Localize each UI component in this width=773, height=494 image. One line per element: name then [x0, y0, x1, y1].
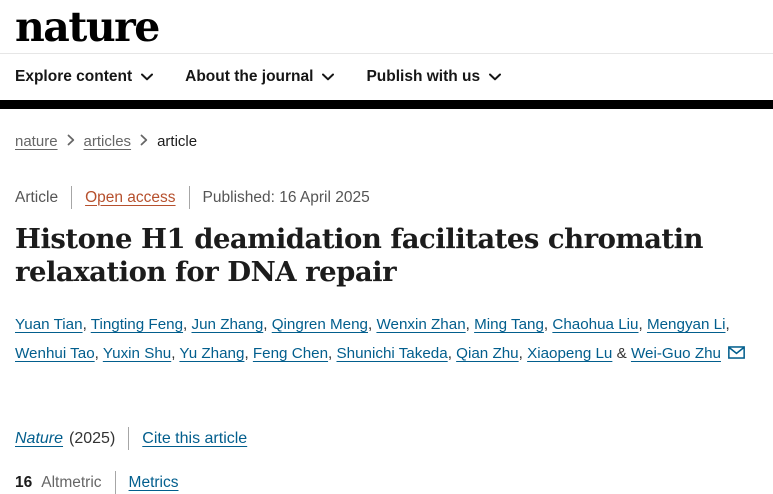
altmetric-count: 16 [15, 473, 33, 491]
altmetric-label: Altmetric [41, 473, 102, 491]
journal-link[interactable]: Nature [15, 429, 64, 447]
author-separator: , [367, 316, 377, 333]
chevron-right-icon [140, 133, 148, 150]
altmetric-row [15, 471, 758, 494]
breadcrumb-nature[interactable]: nature [15, 133, 58, 150]
journal-year: (2025) [69, 429, 116, 447]
vertical-divider [189, 186, 190, 209]
chevron-right-icon [67, 133, 75, 150]
chevron-down-icon [141, 68, 153, 86]
nature-logo[interactable]: nature [15, 3, 159, 51]
author-separator: , [638, 316, 647, 333]
author-separator: , [183, 316, 192, 333]
author-link[interactable]: Yuan Tian [15, 316, 83, 333]
header-divider-bar [0, 100, 773, 109]
author-list [15, 310, 758, 369]
vertical-divider [115, 471, 116, 494]
author-link[interactable]: Wenhui Tao [15, 345, 95, 363]
logo-row [0, 0, 773, 54]
author-link[interactable]: Shunichi Takeda [336, 345, 448, 363]
vertical-divider [71, 186, 72, 209]
author-separator: , [447, 345, 457, 363]
site-header [0, 0, 773, 109]
author-separator: , [244, 345, 253, 363]
author-link[interactable]: Yuxin Shu [102, 345, 172, 363]
author-separator: , [263, 316, 272, 333]
author-separator: , [94, 345, 103, 363]
cite-this-article-link[interactable]: Cite this article [142, 429, 248, 447]
article-meta-row [15, 186, 758, 209]
author-separator: & [612, 345, 631, 363]
journal-citation-row [15, 427, 758, 450]
article-title: Histone H1 deamidation facilitates chromatin relaxation for DNA repair [15, 223, 704, 288]
main-nav [0, 54, 773, 100]
author-link[interactable]: Wenxin Zhan [376, 316, 466, 333]
nav-explore-content[interactable] [15, 68, 153, 86]
vertical-divider [128, 427, 129, 450]
nav-about-the-journal[interactable] [185, 68, 334, 86]
author-separator: , [725, 316, 730, 333]
chevron-down-icon [322, 68, 334, 86]
metrics-link[interactable]: Metrics [128, 473, 179, 491]
author-separator: , [465, 316, 475, 333]
nav-publish-with-us[interactable] [366, 68, 501, 86]
author-link[interactable]: Qingren Meng [271, 316, 368, 333]
author-link[interactable]: Feng Chen [252, 345, 329, 363]
author-link[interactable]: Mengyan Li [646, 316, 726, 333]
breadcrumb-articles[interactable]: articles [83, 133, 132, 150]
nav-publish-with-us-label: Publish with us [366, 68, 481, 85]
author-separator: , [328, 345, 337, 363]
nav-explore-content-label: Explore content [15, 68, 133, 85]
article-type-label: Article [15, 188, 59, 206]
nav-about-the-journal-label: About the journal [185, 68, 314, 85]
published-date: Published: 16 April 2025 [202, 188, 370, 206]
author-separator: , [82, 316, 91, 333]
author-link[interactable]: Yu Zhang [179, 345, 245, 363]
breadcrumb [15, 133, 758, 150]
author-separator: , [543, 316, 553, 333]
author-link[interactable]: Qian Zhu [456, 345, 519, 363]
author-link[interactable]: Chaohua Liu [552, 316, 639, 333]
open-access-link[interactable]: Open access [85, 188, 176, 206]
chevron-down-icon [489, 68, 501, 86]
author-link[interactable]: Tingting Feng [90, 316, 184, 333]
author-link[interactable]: Xiaopeng Lu [527, 345, 613, 363]
author-separator: , [171, 345, 180, 363]
email-icon[interactable] [728, 340, 745, 369]
breadcrumb-article: article [157, 133, 198, 150]
article-header [0, 133, 773, 494]
author-link[interactable]: Jun Zhang [191, 316, 264, 333]
author-link[interactable]: Ming Tang [474, 316, 544, 333]
author-separator: , [518, 345, 528, 363]
author-link[interactable]: Wei-Guo Zhu [630, 345, 721, 363]
